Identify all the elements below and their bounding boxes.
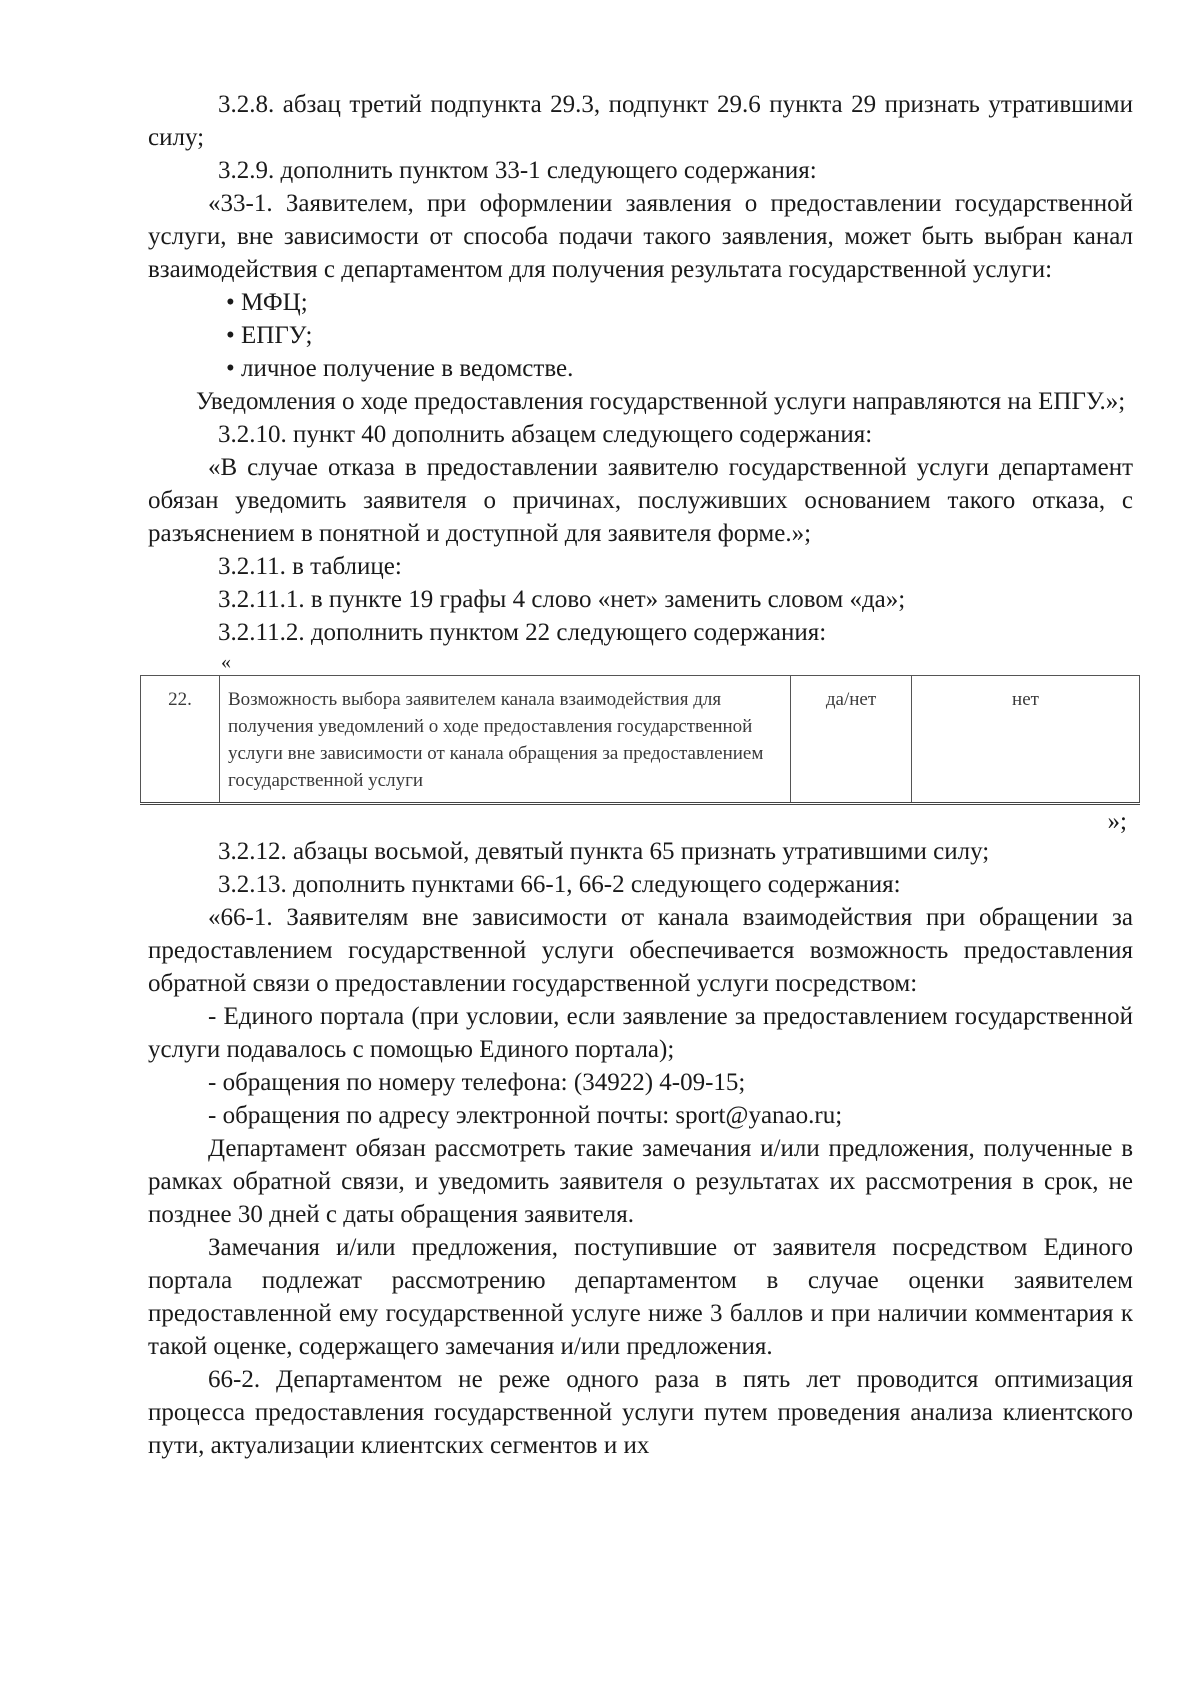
- paragraph-department-obliged: Департамент обязан рассмотреть такие замечания и/или предложения, полученные в рамках обратной связи, и уведомить заявителя о результатах их рассмотрения в срок, не позднее 30 дней с даты обращения заявителя.: [148, 1135, 1133, 1228]
- paragraph-66-2: 66-2. Департаментом не реже одного раза в пять лет проводится оптимизация процесса предоставления государственной услуги путем проведения анализа клиентского пути, актуализации клиентских сегментов и их: [148, 1366, 1133, 1459]
- table-cell-number: 22.: [141, 676, 220, 804]
- inserted-table: [140, 675, 1140, 805]
- quote-open-mark: «: [221, 651, 231, 673]
- bullet-item-mfc: • МФЦ;: [226, 289, 308, 316]
- paragraph-3-2-11: 3.2.11. в таблице:: [218, 553, 402, 580]
- table-cell-column-4: нет: [912, 676, 1140, 804]
- table-row: [141, 676, 1140, 804]
- paragraph-notifications: Уведомления о ходе предоставления государственной услуги направляются на ЕПГУ.»;: [196, 388, 1126, 415]
- quote-close-mark: »;: [1107, 808, 1127, 835]
- paragraph-3-2-10: 3.2.10. пункт 40 дополнить абзацем следующего содержания:: [218, 421, 873, 448]
- paragraph-3-2-13: 3.2.13. дополнить пунктами 66-1, 66-2 следующего содержания:: [218, 871, 901, 898]
- paragraph-33-1: «33-1. Заявителем, при оформлении заявления о предоставлении государственной услуги, вне зависимости от способа подачи такого заявления, может быть выбран канал взаимодействия с департаментом для получения результата государственной услуги:: [148, 190, 1133, 283]
- paragraph-remarks: Замечания и/или предложения, поступившие от заявителя посредством Единого портала подлежат рассмотрению департаментом в случае оценки заявителем предоставленной ему государственной услуге ниже 3 баллов и при наличии комментария к такой оценке, содержащего замечания и/или предложения.: [148, 1234, 1133, 1360]
- paragraph-feedback-portal: - Единого портала (при условии, если заявление за предоставлением государственной услуги подавалось с помощью Единого портала);: [148, 1003, 1133, 1063]
- document-page: [148, 88, 1133, 1462]
- paragraph-refusal: «В случае отказа в предоставлении заявителю государственной услуги департамент обязан уведомить заявителя о причинах, послуживших основанием такого отказа, с разъяснением в понятной и доступной для заявителя форме.»;: [148, 454, 1133, 547]
- paragraph-feedback-phone: - обращения по номеру телефона: (34922) 4-09-15;: [208, 1069, 746, 1096]
- bullet-item-epgu: • ЕПГУ;: [226, 322, 313, 349]
- paragraph-3-2-8: 3.2.8. абзац третий подпункта 29.3, подпункт 29.6 пункта 29 признать утратившими силу;: [148, 91, 1133, 151]
- paragraph-3-2-9: 3.2.9. дополнить пунктом 33-1 следующего содержания:: [218, 157, 817, 184]
- paragraph-3-2-12: 3.2.12. абзацы восьмой, девятый пункта 65 признать утратившими силу;: [218, 838, 990, 865]
- paragraph-feedback-email: - обращения по адресу электронной почты: sport@yanao.ru;: [208, 1102, 843, 1129]
- paragraph-3-2-11-2: 3.2.11.2. дополнить пунктом 22 следующего содержания:: [218, 619, 827, 646]
- bullet-item-personal: • личное получение в ведомстве.: [226, 355, 574, 382]
- paragraph-66-1: «66-1. Заявителям вне зависимости от канала взаимодействия при обращении за предоставлением государственной услуги обеспечивается возможность предоставления обратной связи о предоставлении государственной услуги посредством:: [148, 904, 1133, 997]
- table-cell-column-3: да/нет: [791, 676, 912, 804]
- paragraph-3-2-11-1: 3.2.11.1. в пункте 19 графы 4 слово «нет» заменить словом «да»;: [218, 586, 906, 613]
- table-cell-description: Возможность выбора заявителем канала взаимодействия для получения уведомлений о ходе предоставления государственной услуги вне зависимости от канала обращения за предоставлением государственной услуги: [220, 676, 791, 804]
